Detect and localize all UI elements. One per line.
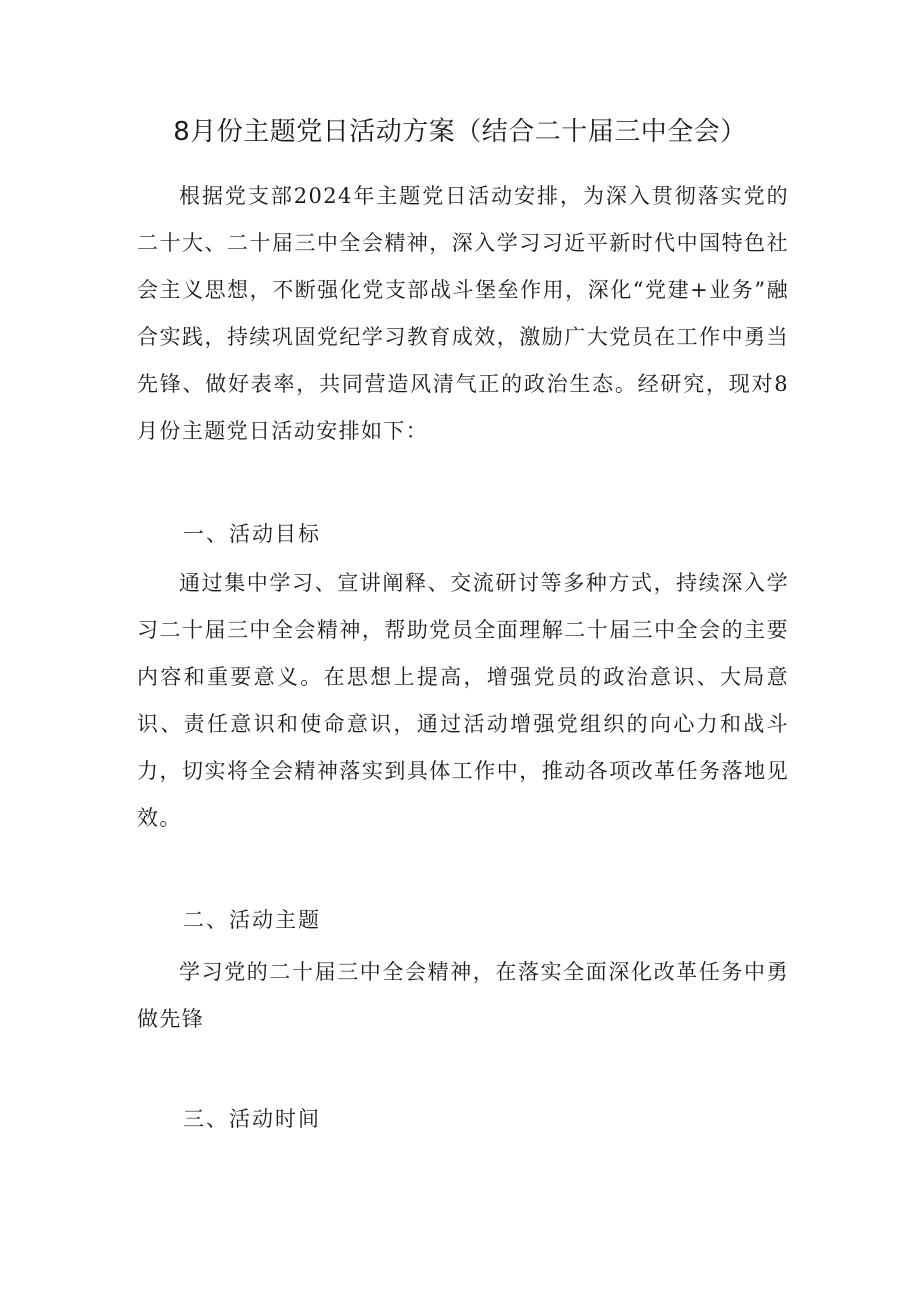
section-heading-goal: 一、活动目标 (183, 522, 321, 546)
section-body-theme: 学习党的二十届三中全会精神，在落实全面深化改革任务中勇做先锋 (137, 960, 789, 1031)
section-body-goal: 通过集中学习、宣讲阐释、交流研讨等多种方式，持续深入学习二十届三中全会精神，帮助党员全面理解二十届三中全会的主要内容和重要意义。在思想上提高，增强党员的政治意识、大局意识、责任意识和使命意识，通过活动增强党组织的向心力和战斗力，切实将全会精神落实到具体工作中，推动各项改革任务落地见效。 (137, 571, 789, 830)
section-heading-time: 三、活动时间 (183, 1107, 321, 1131)
document-title: 8月份主题党日活动方案（结合二十届三中全会） (173, 117, 747, 147)
intro-paragraph: 根据党支部2024年主题党日活动安排，为深入贯彻落实党的二十大、二十届三中全会精神，深入学习习近平新时代中国特色社会主义思想，不断强化党支部战斗堡垒作用，深化“党建+业务”融合实践，持续巩固党纪学习教育成效，激励广大党员在工作中勇当先锋、做好表率，共同营造风清气正的政治生态。经研究，现对8月份主题党日活动安排如下： (137, 184, 789, 443)
section-heading-theme: 二、活动主题 (183, 908, 321, 932)
